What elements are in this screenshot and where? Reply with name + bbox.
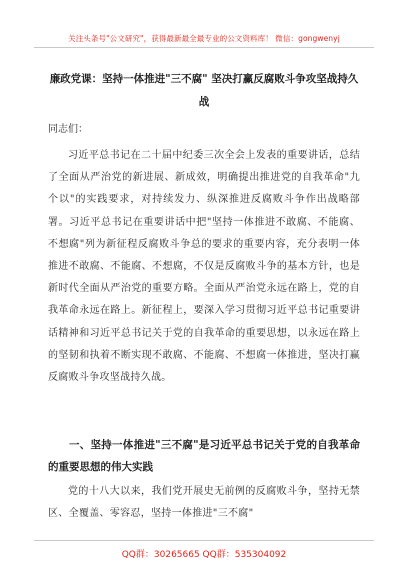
- body-paragraph-2: 党的十八大以来，我们党开展史无前例的反腐败斗争，坚持无禁区、全覆盖、零容忍，坚持一体推进"三不腐": [48, 486, 360, 520]
- footer-contact: QQ群：30265665 QQ群：535304092: [121, 550, 287, 560]
- header-banner: 关注头条号"公文研究"，获得最新最全最专业的公文资料库！ 微信：gongwenyj: [68, 34, 340, 43]
- footer-divider: [34, 540, 374, 541]
- header-divider: [34, 47, 374, 48]
- section-heading-1: 一、坚持一体推进"三不腐"是习近平总书记关于党的自我革命的重要思想的伟大实践: [48, 439, 360, 473]
- body-paragraph-1: 习近平总书记在二十届中纪委三次全会上发表的重要讲话，总结了全面从严治党的新进展、新成效，明确提出推进党的自我革命"九个以"的实践要求，对持续发力、纵深推进反腐败斗争作出战略部署。习近平总书记在重要讲话中把"坚持一体推进不敢腐、不能腐、不想腐"列为新征程反腐败斗争总的要求的重要内容，充分表明一体推进不敢腐、不能腐、不想腐，不仅是反腐败斗争的基本方针，也是新时代全面从严治党的重要方略。全面从严治党永远在路上，党的自我革命永远在路上。新征程上，要深入学习贯彻习近平总书记重要讲话精神和习近平总书记关于党的自我革命的重要思想，以永远在路上的坚韧和执着不断实现不敢腐、不能腐、不想腐一体推进，坚决打赢反腐败斗争攻坚战持久战。: [48, 150, 360, 384]
- document-title: 廉政党课：坚持一体推进"三不腐" 坚决打赢反腐败斗争攻坚战持久战: [49, 73, 359, 108]
- salutation: 同志们：: [48, 124, 88, 135]
